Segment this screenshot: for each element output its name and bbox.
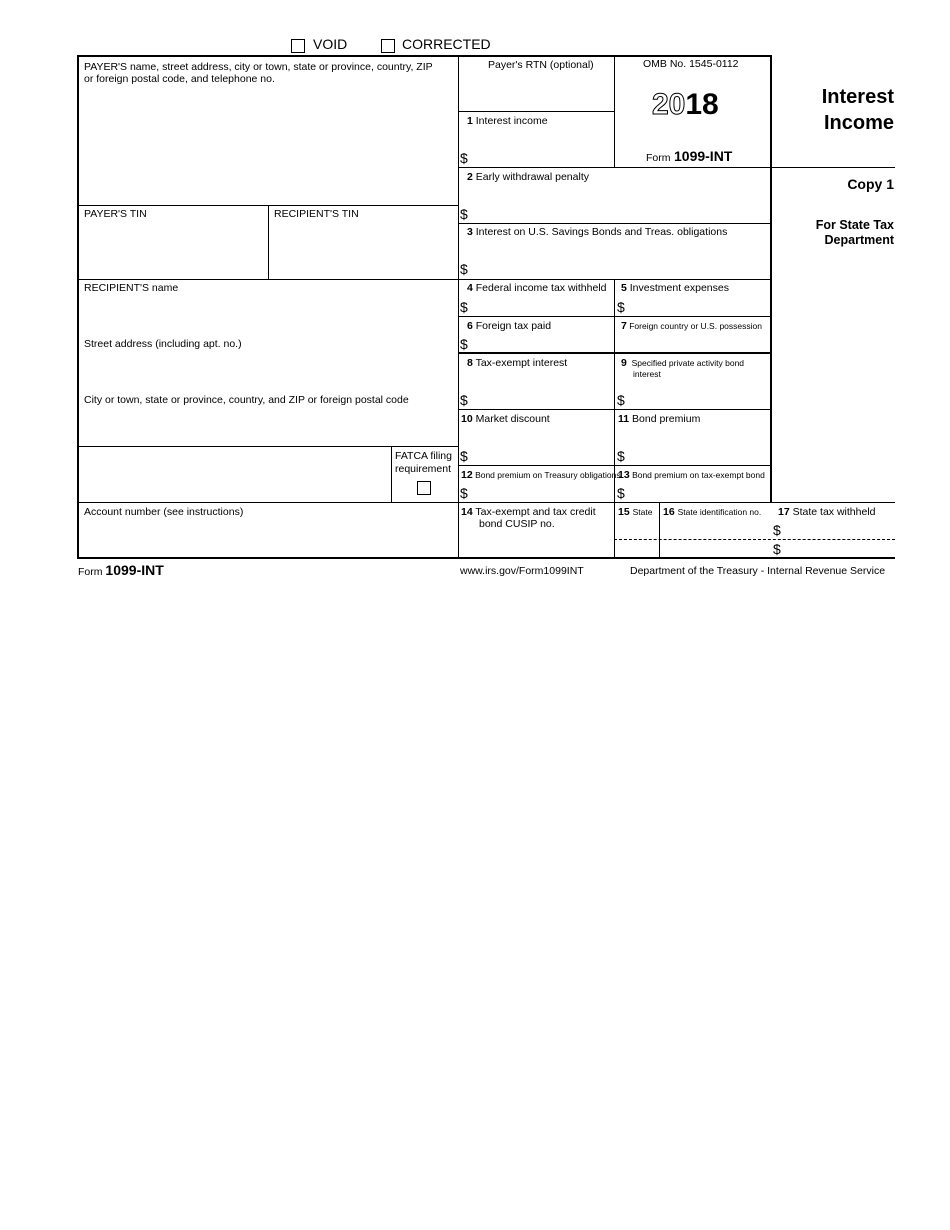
state-row-dashed-divider [614,539,895,540]
box11-input[interactable] [631,446,765,462]
box6-dollar: $ [460,336,468,352]
box16-input-1[interactable] [663,521,767,537]
corrected-label: CORRECTED [402,36,491,52]
divider-box15-box16 [659,502,660,559]
city-input[interactable] [84,410,452,442]
city-label: City or town, state or province, country, and ZIP or foreign postal code [84,394,409,406]
footer-url: www.irs.gov/Form1099INT [460,565,584,577]
box14-label-2: bond CUSIP no. [479,518,555,530]
fatca-checkbox[interactable] [417,481,431,495]
divider-account [77,502,895,503]
box8-dollar: $ [460,392,468,408]
street-address-input[interactable] [84,354,452,388]
divider-fatca [77,446,459,447]
tax-year-prefix: 20 [652,88,686,121]
box3-input[interactable] [474,259,764,275]
box9-dollar: $ [617,392,625,408]
form-left-border [77,55,79,559]
box15-input-2[interactable] [618,541,656,555]
fatca-label-2: requirement [395,463,452,475]
box10-label: 10 Market discount [461,413,550,425]
box2-dollar: $ [460,206,468,222]
account-number-label: Account number (see instructions) [84,506,244,518]
box1-dollar: $ [460,150,468,166]
box12-input[interactable] [474,484,609,500]
box15-input-1[interactable] [618,521,656,537]
box4-dollar: $ [460,299,468,315]
box10-dollar: $ [460,448,468,464]
box17-dollar-1: $ [773,522,781,538]
box3-dollar: $ [460,261,468,277]
box14-label-1: 14 Tax-exempt and tax credit [461,506,596,518]
payer-name-label-2: or foreign postal code, and telephone no. [84,73,275,85]
divider-box2-box3 [458,223,771,224]
box4-input[interactable] [474,298,609,314]
box5-input[interactable] [631,298,765,314]
void-checkbox[interactable] [291,39,305,53]
title-line-1: Interest [821,86,894,108]
box17-input-2[interactable] [787,541,892,555]
divider-fatca-split [391,446,392,503]
void-label: VOID [313,36,348,52]
divider-box4-box6 [458,316,771,317]
form-name: 1099-INT [674,148,733,164]
payer-tin-label: PAYER'S TIN [84,208,147,220]
footer-department: Department of the Treasury - Internal Revenue Service [630,565,886,577]
box5-dollar: $ [617,299,625,315]
box7-label: 7 Foreign country or U.S. possession [621,320,762,332]
payer-name-label-1: PAYER'S name, street address, city or town, state or province, country, ZIP [84,61,433,73]
box13-label: 13 Bond premium on tax-exempt bond [618,469,765,481]
copy-label: Copy 1 [847,176,894,192]
box17-label: 17 State tax withheld [778,506,876,518]
box2-input[interactable] [474,204,764,220]
box8-label: 8 Tax-exempt interest [467,357,568,369]
recipient-name-label: RECIPIENT'S name [84,282,179,294]
box11-dollar: $ [617,448,625,464]
box7-input[interactable] [621,334,765,350]
copy-desc-1: For State Tax [815,218,894,232]
box12-dollar: $ [460,485,468,501]
street-address-label: Street address (including apt. no.) [84,338,242,350]
box6-label: 6 Foreign tax paid [467,320,552,332]
divider-rtn-box1 [458,111,615,112]
divider-middle-split [614,279,615,559]
divider-recipient-name [77,279,459,280]
box10-input[interactable] [474,446,609,462]
box8-input[interactable] [474,390,609,406]
title-line-2: Income [823,112,894,134]
box4-label: 4 Federal income tax withheld [467,282,607,294]
box13-dollar: $ [617,485,625,501]
recipient-name-input[interactable] [84,298,452,332]
box9-label-2: interest [633,369,661,379]
box3-label: 3 Interest on U.S. Savings Bonds and Treas. obligations [467,226,728,238]
box16-label: 16 State identification no. [663,506,762,518]
copy-desc-2: Department [824,233,894,247]
box12-label: 12 Bond premium on Treasury obligations [461,469,621,481]
box14-input[interactable] [464,534,609,552]
box6-input[interactable] [474,334,609,350]
form-bottom-border [77,557,895,559]
box15-label: 15 State [618,506,653,518]
form-word: Form [646,152,671,164]
footer-form: Form 1099-INT [78,562,164,578]
payer-rtn-label: Payer's RTN (optional) [488,59,594,71]
box1-input[interactable] [474,148,609,164]
box16-input-2[interactable] [663,541,767,555]
tax-year-suffix: 18 [685,88,719,121]
box1-label: 1 Interest income [467,115,548,127]
box11-label: 11 Bond premium [618,413,701,425]
box17-dollar-2: $ [773,541,781,557]
payer-tin-input[interactable] [84,226,262,274]
recipient-tin-input[interactable] [274,226,452,274]
divider-box6-box8 [458,352,771,354]
box9-input[interactable] [631,390,765,406]
form-top-border [77,55,772,57]
divider-box1-box2 [458,167,895,168]
payer-name-input[interactable] [84,90,452,200]
box9-label-1: 9 Specified private activity bond [621,357,745,369]
fatca-label-1: FATCA filing [395,450,452,462]
divider-box8-box10 [458,409,771,410]
divider-box10-box12 [458,465,771,466]
divider-left-column [458,55,459,559]
box13-input[interactable] [631,484,765,500]
payer-rtn-input[interactable] [464,76,608,106]
recipient-tin-label: RECIPIENT'S TIN [274,208,359,220]
box17-input-1[interactable] [787,521,892,537]
tax-year [652,88,719,122]
corrected-checkbox[interactable] [381,39,395,53]
account-number-input[interactable] [84,524,452,552]
box2-label: 2 Early withdrawal penalty [467,171,589,183]
box5-label: 5 Investment expenses [621,282,729,294]
divider-tin-split [268,205,269,279]
omb-number: OMB No. 1545-0112 [643,58,739,70]
